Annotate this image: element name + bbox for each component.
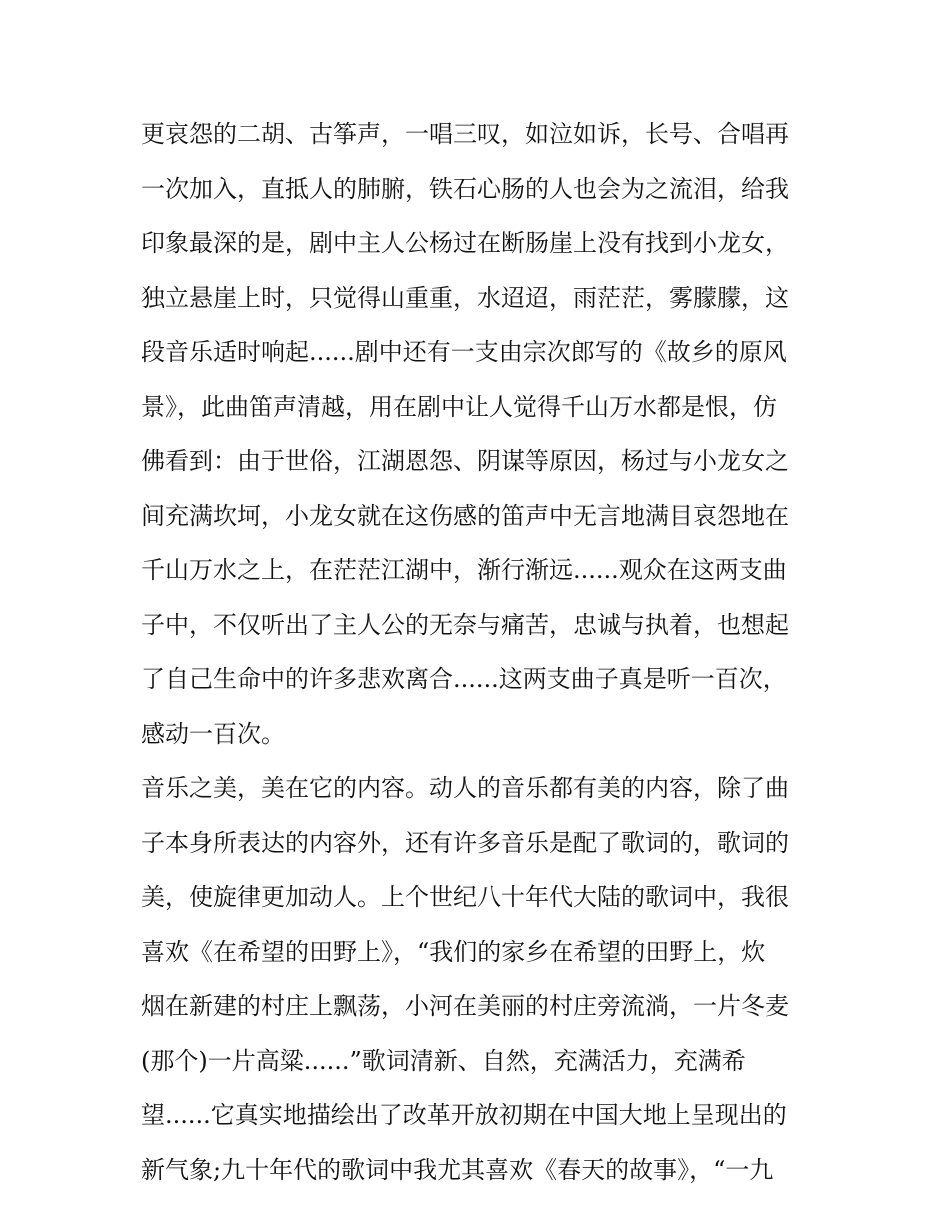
paragraph-start-line: 音乐之美，美在它的内容。动人的音乐都有美的内容，除了曲 [141, 774, 789, 802]
text-line: 烟在新建的村庄上飘荡，小河在美丽的村庄旁流淌，一片冬麦 [141, 992, 789, 1020]
text-line: 一次加入，直抵人的肺腑，铁石心肠的人也会为之流泪，给我 [141, 174, 789, 203]
text-line: 喜欢《在希望的田野上》，“我们的家乡在希望的田野上，炊 [141, 937, 766, 966]
text-line: 独立悬崖上时，只觉得山重重，水迢迢，雨茫茫，雾朦朦，这 [141, 283, 789, 312]
text-line: 了自己生命中的许多悲欢离合......这两支曲子真是听一百次， [141, 665, 787, 693]
body-text [141, 107, 821, 1197]
text-line: 子中，不仅听出了主人公的无奈与痛苦，忠诚与执着，也想起 [141, 610, 789, 639]
text-line: 美，使旋律更加动人。上个世纪八十年代大陆的歌词中，我很 [141, 883, 789, 911]
text-line: 千山万水之上，在茫茫江湖中，渐行渐远......观众在这两支曲 [141, 556, 787, 584]
text-line: 更哀怨的二胡、古筝声，一唱三叹，如泣如诉，长号、合唱再 [141, 120, 789, 148]
text-line: (那个)一片高粱......”歌词清新、自然，充满活力，充满希 [141, 1046, 746, 1075]
text-line: 新气象;九十年代的歌词中我尤其喜欢《春天的故事》，“一九 [141, 1155, 774, 1184]
text-line: 景》，此曲笛声清越，用在剧中让人觉得千山万水都是恨，仿 [141, 392, 777, 421]
text-line: 间充满坎坷，小龙女就在这伤感的笛声中无言地满目哀怨地在 [141, 501, 789, 530]
text-line: 印象最深的是，剧中主人公杨过在断肠崖上没有找到小龙女， [141, 229, 789, 257]
text-line: 望......它真实地描绘出了改革开放初期在中国大地上呈现出的 [141, 1101, 787, 1129]
text-line: 段音乐适时响起......剧中还有一支由宗次郎写的《故乡的原风 [141, 338, 787, 366]
text-line: 感动一百次。 [141, 719, 285, 748]
text-line: 佛看到：由于世俗，江湖恩怨、阴谋等原因，杨过与小龙女之 [141, 447, 789, 475]
text-line: 子本身所表达的内容外，还有许多音乐是配了歌词的，歌词的 [141, 828, 789, 857]
